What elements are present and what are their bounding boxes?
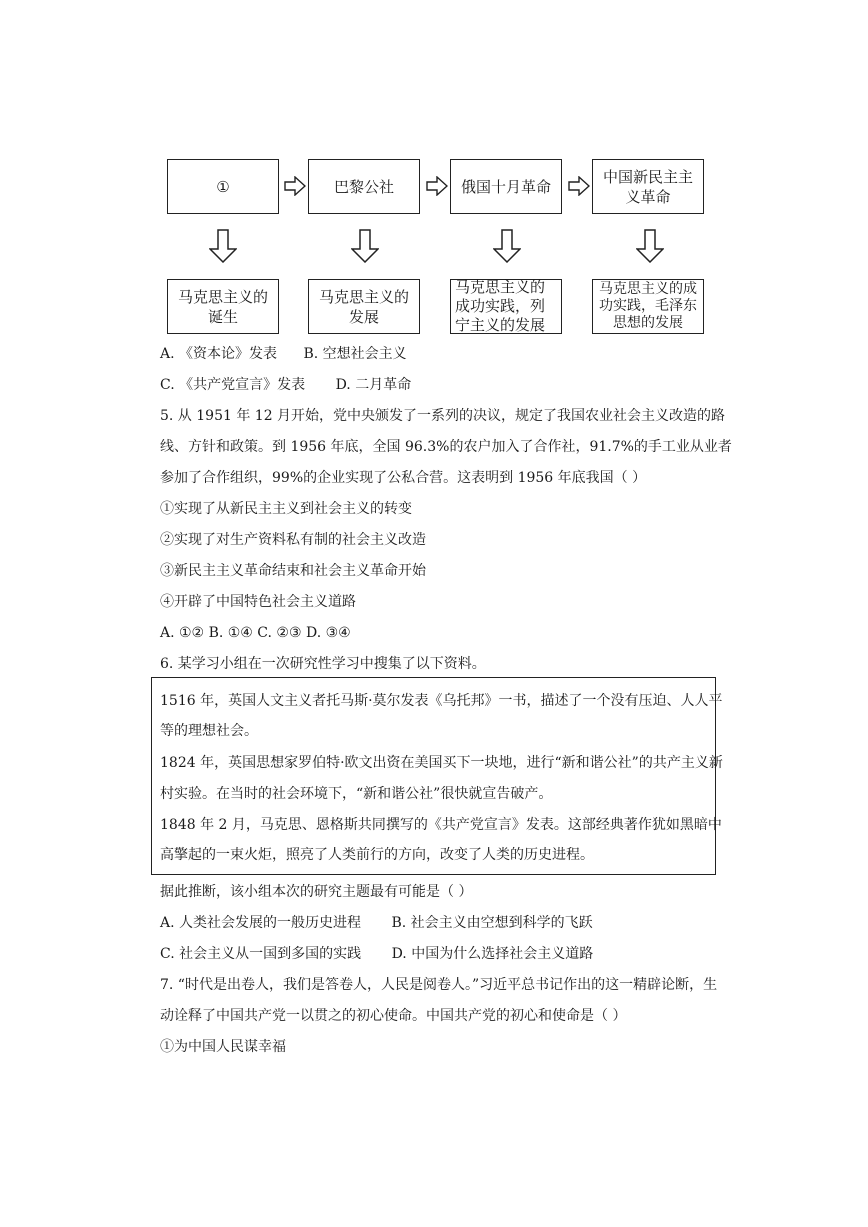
- diagram-box-blank: [167, 159, 279, 214]
- diagram-box-birth: [167, 279, 279, 334]
- diagram-box-text: 巴黎公社: [333, 177, 394, 196]
- q5-stem-line: 线、方针和政策。到 1956 年底，全国 96.3%的农户加入了合作社，91.7%的手工业从业者: [160, 439, 732, 455]
- q4-options-row-1: [160, 344, 407, 364]
- diagram-box-development: [308, 279, 420, 334]
- q6-options-row-2: [160, 944, 593, 964]
- material-line: 1824 年，英国思想家罗伯特·欧文出资在美国买下一块地，进行“新和谐公社”的共产主义新: [160, 755, 723, 771]
- option-c[interactable]: C. 社会主义从一国到多国的实践: [160, 946, 362, 962]
- q5-item: ③新民主主义革命结束和社会主义革命开始: [160, 563, 426, 579]
- q6-question: 据此推断，该小组本次的研究主题最有可能是（ ）: [160, 884, 473, 900]
- arrow-right-icon: [426, 176, 448, 196]
- q4-options-row-2: [160, 375, 411, 395]
- option-c[interactable]: C. 《共产党宣言》发表: [160, 377, 306, 393]
- arrow-right-icon: [284, 176, 306, 196]
- material-line: 高擎起的一束火炬，照亮了人类前行的方向，改变了人类的历史进程。: [160, 847, 594, 863]
- arrow-right-icon: [568, 176, 590, 196]
- option-d[interactable]: D. 中国为什么选择社会主义道路: [391, 946, 594, 962]
- option-b[interactable]: B. 空想社会主义: [303, 346, 407, 362]
- arrow-down-icon: [636, 229, 664, 263]
- diagram-box-text: 俄国十月革命: [460, 177, 551, 196]
- option-a[interactable]: A. 《资本论》发表: [160, 346, 278, 362]
- q7-item: ①为中国人民谋幸福: [160, 1039, 286, 1055]
- q5-stem-line: 参加了合作组织，99%的企业实现了公私合营。这表明到 1956 年底我国（ ）: [160, 470, 647, 486]
- q5-item: ④开辟了中国特色社会主义道路: [160, 594, 356, 610]
- diagram-box-text: 中国新民主主 义革命: [602, 167, 693, 206]
- diagram-box-leninism: [450, 279, 562, 334]
- diagram-box-text: ①: [216, 177, 230, 196]
- material-line: 村实验。在当时的社会环境下，“新和谐公社”很快就宣告破产。: [160, 786, 553, 802]
- arrow-down-icon: [351, 229, 379, 263]
- q5-item: ①实现了从新民主主义到社会主义的转变: [160, 501, 412, 517]
- q5-options[interactable]: A. ①② B. ①④ C. ②③ D. ③④: [160, 625, 351, 641]
- arrow-down-icon: [209, 229, 237, 263]
- diagram-box-text: 马克思主义的 成功实践，列 宁主义的发展: [455, 278, 546, 334]
- material-line: 1516 年，英国人文主义者托马斯·莫尔发表《乌托邦》一书，描述了一个没有压迫、人人平: [160, 693, 723, 709]
- q5-stem-line: 5. 从 1951 年 12 月开始，党中央颁发了一系列的决议，规定了我国农业社会主义改造的路: [160, 408, 726, 424]
- q7-stem-line: 动诠释了中国共产党一以贯之的初心使命。中国共产党的初心和使命是（ ）: [160, 1008, 627, 1024]
- q6-materials-box: [151, 677, 723, 875]
- diagram-box-october-revolution: [450, 159, 562, 214]
- option-a[interactable]: A. 人类社会发展的一般历史进程: [160, 915, 362, 931]
- option-b[interactable]: B. 社会主义由空想到科学的飞跃: [391, 915, 593, 931]
- q6-options-row-1: [160, 913, 593, 933]
- diagram-box-mao-thought: [592, 279, 704, 334]
- diagram-box-new-democratic-revolution: [592, 159, 704, 214]
- diagram-box-paris-commune: [308, 159, 420, 214]
- diagram-box-text: 马克思主义的 诞生: [177, 287, 268, 326]
- q6-stem: 6. 某学习小组在一次研究性学习中搜集了以下资料。: [160, 656, 486, 672]
- diagram-box-text: 马克思主义的 发展: [318, 287, 409, 326]
- q7-stem-line: 7. “时代是出卷人，我们是答卷人，人民是阅卷人。”习近平总书记作出的这一精辟论断，生: [160, 977, 718, 993]
- diagram-box-text: 马克思主义的成 功实践，毛泽东 思想的发展: [599, 281, 697, 331]
- material-line: 等的理想社会。: [160, 723, 258, 739]
- q5-item: ②实现了对生产资料私有制的社会主义改造: [160, 532, 426, 548]
- material-line: 1848 年 2 月，马克思、恩格斯共同撰写的《共产党宣言》发表。这部经典著作犹如黑暗中: [160, 817, 722, 833]
- option-d[interactable]: D. 二月革命: [335, 377, 412, 393]
- arrow-down-icon: [493, 229, 521, 263]
